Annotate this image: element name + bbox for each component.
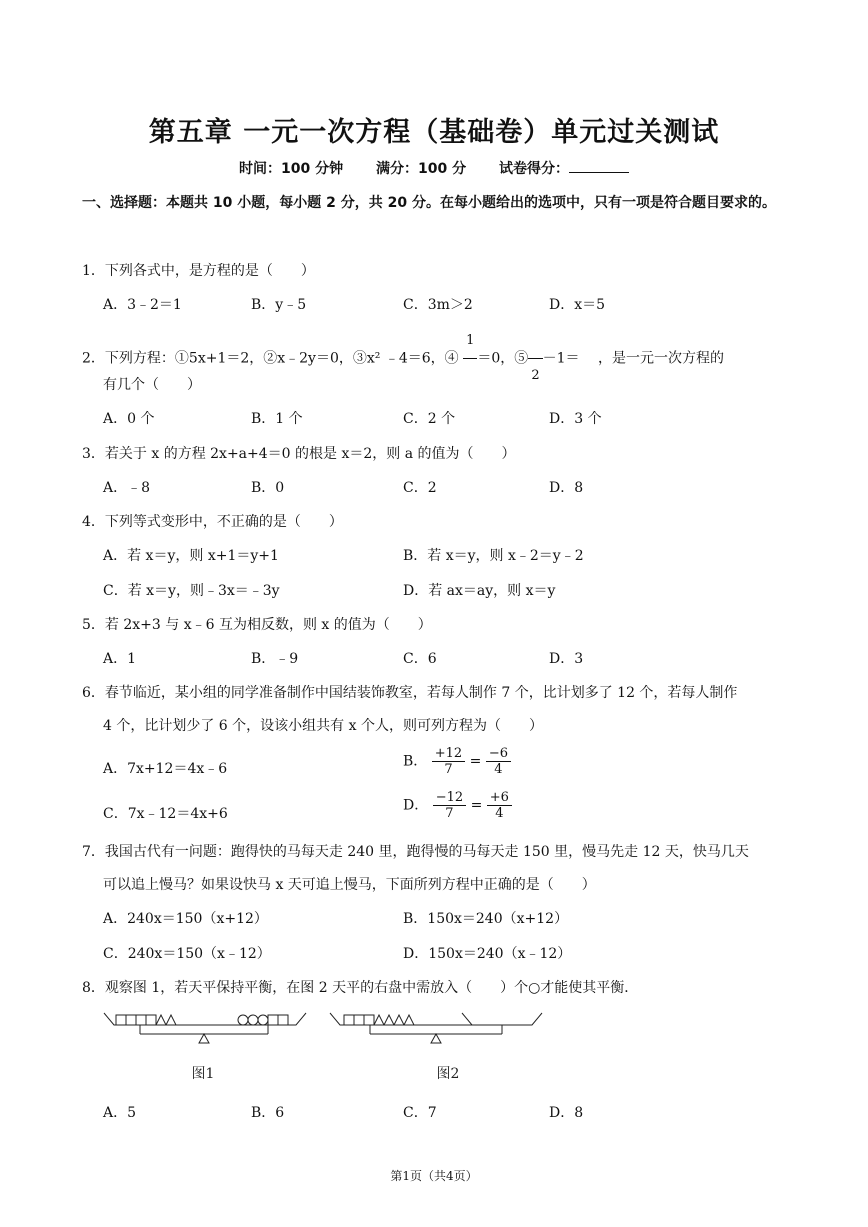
q5-option-b: B．﹣9	[251, 651, 299, 667]
question-2-stem-cont: 有几个（ ）	[103, 377, 201, 393]
fig1-caption: 图1	[191, 1066, 215, 1082]
question-2-stem: 2．下列方程：①5x+1＝2，②x﹣2y＝0，③x² ﹣4＝6，④ 1 ＝0，⑤ 2 －1＝ ，是一元一次方程的	[82, 324, 724, 393]
q7-option-b: B．150x＝240（x+12）	[403, 911, 569, 927]
time-limit: 时间：100 分钟	[239, 161, 344, 177]
q2-fraction-4: 1	[463, 324, 477, 393]
q2-fraction-5: 2	[528, 324, 542, 393]
q6-b-left-fraction: $\frac{+12}{7}$	[432, 746, 465, 777]
fig2-fulcrum	[431, 1034, 441, 1043]
q6-option-b: B． $\frac{+12}{7}$ = $\frac{-6}{4}$	[403, 746, 511, 777]
question-6-stem-cont: 4 个，比计划少了 6 个，设该小组共有 x 个人，则可列方程为（ ）	[103, 718, 543, 734]
q3-option-c: C．2	[403, 480, 437, 496]
full-score: 满分：100 分	[376, 161, 467, 177]
q6-d-left-fraction: $\frac{-12}{7}$	[433, 790, 466, 821]
q8-option-c: C．7	[403, 1105, 437, 1121]
q5-option-d: D．3	[549, 651, 584, 667]
q2-option-a: A．0 个	[103, 411, 155, 427]
q4-option-c: C．若 x＝y，则﹣3x＝﹣3y	[103, 583, 280, 599]
question-4-stem: 4．下列等式变形中，不正确的是（ ）	[82, 514, 343, 530]
q1-option-d: D．x＝5	[549, 297, 606, 313]
page-footer: 第1页（共4页）	[390, 1169, 478, 1183]
q1-option-b: B．y﹣5	[251, 297, 307, 313]
q1-option-a: A．3﹣2＝1	[103, 297, 182, 313]
question-5-stem: 5．若 2x+3 与 x﹣6 互为相反数，则 x 的值为（ ）	[82, 617, 432, 633]
q7-option-a: A．240x＝150（x+12）	[103, 911, 268, 927]
question-1-stem: 1．下列各式中，是方程的是（ ）	[82, 263, 315, 279]
question-7-stem-cont: 可以追上慢马？如果设快马 x 天可追上慢马，下面所列方程中正确的是（ ）	[103, 877, 596, 893]
q4-option-a: A．若 x＝y，则 x+1＝y+1	[103, 548, 279, 564]
q6-option-a: A．7x+12＝4x﹣6	[103, 761, 228, 777]
q5-option-c: C．6	[403, 651, 437, 667]
q8-option-d: D．8	[549, 1105, 584, 1121]
q8-option-a: A．5	[103, 1105, 137, 1121]
q3-option-d: D．8	[549, 480, 584, 496]
q8-option-b: B．6	[251, 1105, 285, 1121]
score-field: 试卷得分：	[499, 161, 629, 177]
balance-figures	[100, 1008, 550, 1088]
q6-option-c: C．7x﹣12＝4x+6	[103, 806, 228, 822]
q3-option-b: B．0	[251, 480, 285, 496]
q4-option-d: D．若 ax＝ay，则 x＝y	[403, 583, 556, 599]
q4-option-b: B．若 x＝y，则 x﹣2＝y﹣2	[403, 548, 584, 564]
q7-option-c: C．240x＝150（x﹣12）	[103, 946, 271, 962]
question-8-stem: 8．观察图 1，若天平保持平衡，在图 2 天平的右盘中需放入（ ）个○才能使其平衡．	[82, 980, 639, 996]
q7-option-d: D．150x＝240（x﹣12）	[403, 946, 572, 962]
q1-option-c: C．3m＞2	[403, 297, 473, 313]
q6-d-right-fraction: $\frac{+6}{4}$	[487, 790, 512, 821]
q2-option-d: D．3 个	[549, 411, 602, 427]
score-blank[interactable]	[569, 160, 629, 173]
q6-b-right-fraction: $\frac{-6}{4}$	[486, 746, 511, 777]
q2-option-b: B．1 个	[251, 411, 303, 427]
q3-option-a: A．﹣8	[103, 480, 151, 496]
fig1-fulcrum	[199, 1034, 209, 1043]
exam-meta	[0, 158, 868, 178]
q5-option-a: A．1	[103, 651, 137, 667]
q2-option-c: C．2 个	[403, 411, 456, 427]
section-heading: 一、选择题：本题共 10 小题，每小题 2 分，共 20 分。在每小题给出的选项中，只有一项是符合题目要求的。	[82, 195, 776, 211]
question-6-stem: 6．春节临近，某小组的同学准备制作中国结装饰教室，若每人制作 7 个，比计划多了 12 个，若每人制作	[82, 685, 738, 701]
fig2-right-pan	[462, 1013, 542, 1025]
fig2-caption: 图2	[436, 1066, 460, 1082]
q6-option-d: D． $\frac{-12}{7}$ = $\frac{+6}{4}$	[403, 790, 512, 821]
page-title: 第五章 一元一次方程（基础卷）单元过关测试	[148, 117, 720, 148]
question-3-stem: 3．若关于 x 的方程 2x+a+4＝0 的根是 x＝2，则 a 的值为（ ）	[82, 446, 516, 462]
balance-scale-2	[330, 1013, 542, 1043]
question-7-stem: 7．我国古代有一问题：跑得快的马每天走 240 里，跑得慢的马每天走 150 里，慢马先走 12 天，快马几天	[82, 844, 749, 860]
balance-scale-1	[104, 1013, 306, 1043]
